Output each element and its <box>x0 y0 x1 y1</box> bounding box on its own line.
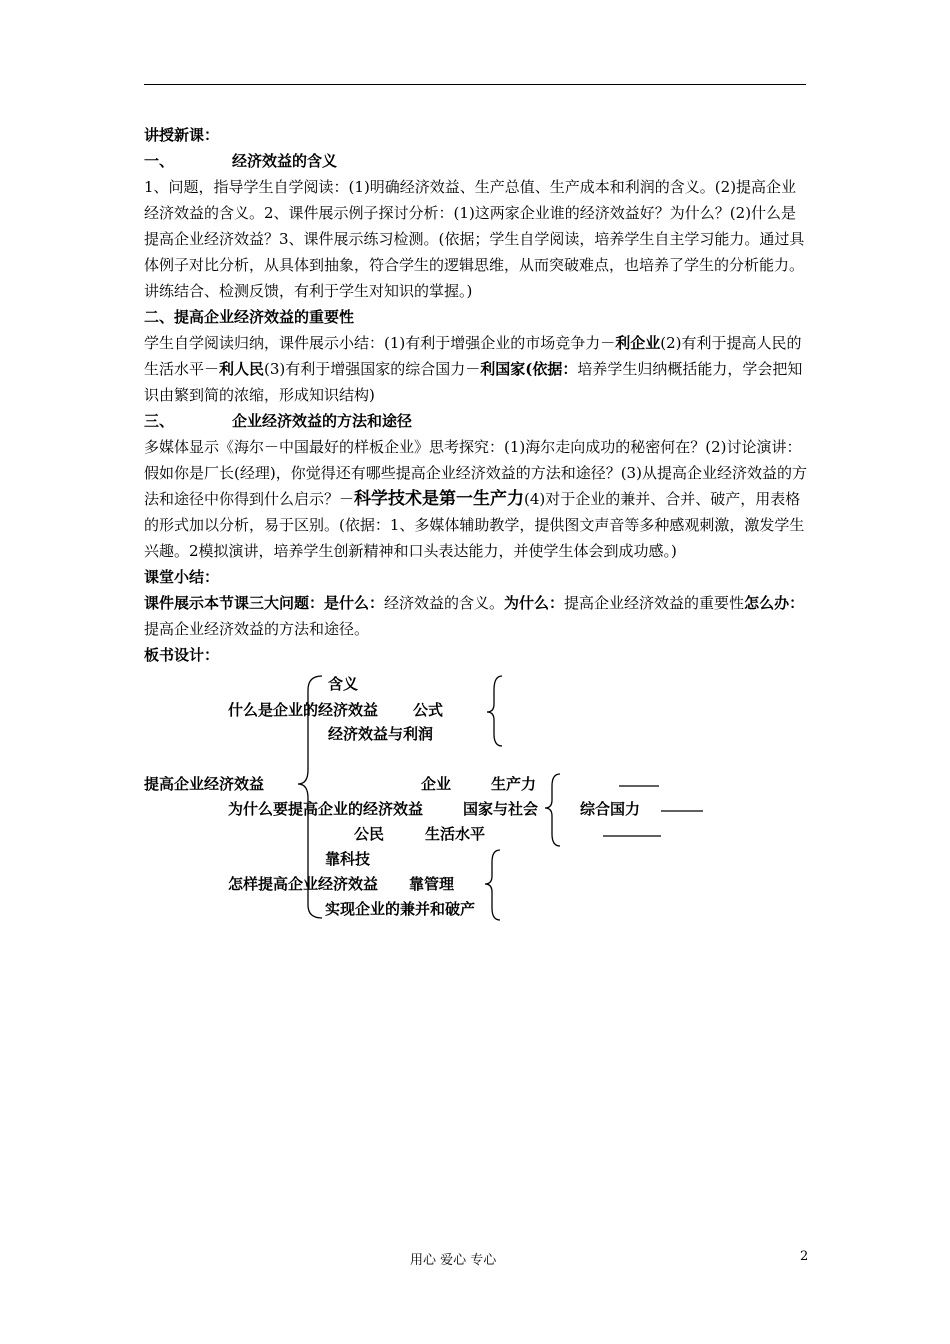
emphasis-text: 科学技术是第一生产力 <box>354 489 525 509</box>
board-how-item: 靠管理 <box>409 875 455 893</box>
lesson-heading: 讲授新课： <box>144 126 220 144</box>
board-root: 提高企业经济效益 <box>144 775 265 793</box>
page-number: 2 <box>800 1249 809 1264</box>
board-why-item: 生活水平 <box>425 825 486 843</box>
section-2-title: 二、提高企业经济效益的重要性 <box>144 308 355 326</box>
board-why-item: 企业 <box>421 775 452 793</box>
board-what-item: 公式 <box>413 701 444 719</box>
footer-text: 用心 爱心 专心 <box>410 1253 497 1268</box>
board-how-item: 实现企业的兼并和破产 <box>325 900 476 918</box>
section-3-title: 三、 企业经济效益的方法和途径 <box>144 412 413 430</box>
board-how-item: 靠科技 <box>325 850 371 868</box>
board-why-item: 生产力 <box>491 775 537 793</box>
section-1-title: 一、 经济效益的含义 <box>144 152 338 170</box>
board-how: 怎样提高企业经济效益 <box>228 875 379 893</box>
board-what: 什么是企业的经济效益 <box>228 701 379 719</box>
section-1-body: 1、问题，指导学生自学阅读：(1)明确经济效益、生产总值、生产成本和利润的含义。(2)提高企业经济效益的含义。2、课件展示例子探讨分析：(1)这两家企业谁的经济效益好？为什么？(2)什么是提高企业经济效益？3、课件展示练习检测。(依据；学生自学阅读，培养学生自主学习能力。通过具体例子对比分析，从具体到抽象，符合学生的逻辑思维，从而突破难点，也培养了学生的分析能力。讲练结合、检测反馈，有利于学生对知识的掌握。) <box>144 178 805 300</box>
summary-body: 课件展示本节课三大问题：是什么：经济效益的含义。为什么：提高企业经济效益的重要性怎么办：提高企业经济效益的方法和途径。 <box>144 594 805 638</box>
board-what-item: 含义 <box>328 675 359 693</box>
board-what-item: 经济效益与利润 <box>328 725 434 743</box>
board-title: 板书设计： <box>144 646 220 664</box>
section-3-body: 多媒体显示《海尔－中国最好的样板企业》思考探究：(1)海尔走向成功的秘密何在？(2)讨论演讲：假如你是厂长(经理)，你觉得还有哪些提高企业经济效益的方法和途径？(3)从提高企业经济效益的方法和途径中你得到什么启示？－科学技术是第一生产力(4)对于企业的兼并、合并、破产，用表格的形式加以分析，易于区别。(依据：1、多媒体辅助教学，提供图文声音等多种感观刺激，激发学生兴趣。2模拟演讲，培养学生创新精神和口头表达能力，并使学生体会到成功感。) <box>144 438 807 560</box>
board-why-item: 公民 <box>354 825 385 843</box>
board-why-item: 国家与社会 <box>463 800 539 818</box>
summary-title: 课堂小结： <box>144 568 220 586</box>
board-why-item: 综合国力 <box>580 800 641 818</box>
section-2-body: 学生自学阅读归纳，课件展示小结：(1)有利于增强企业的市场竞争力－利企业(2)有利于提高人民的生活水平－利人民(3)有利于增强国家的综合国力－利国家(依据：培养学生归纳概括能力，学会把知识由繁到简的浓缩，形成知识结构) <box>144 334 803 404</box>
board-why: 为什么要提高企业的经济效益 <box>228 800 424 818</box>
